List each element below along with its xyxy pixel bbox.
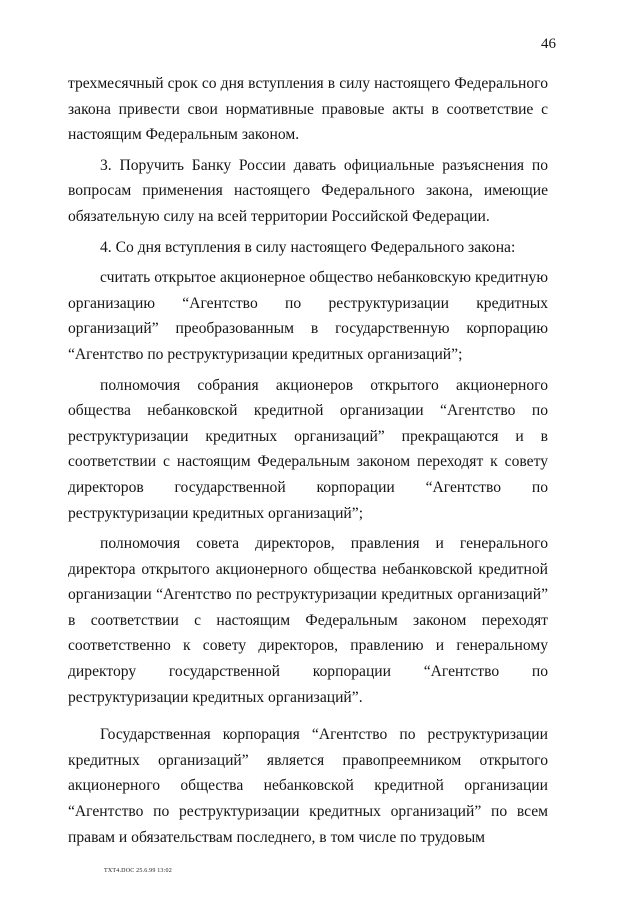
document-footer-code: TXT4.DOC 25.6.99 13:02 xyxy=(104,868,172,874)
document-body xyxy=(68,71,548,850)
paragraph-item-3: 3. Поручить Банку России давать официальные разъяснения по вопросам применения настоящего Федерального закона, имеющие обязательную силу на всей территории Российской Федерации. xyxy=(68,156,548,225)
page-number: 46 xyxy=(541,36,556,52)
paragraph-shareholders-powers: полномочия собрания акционеров открытого акционерного общества небанковской кредитной организации “Агентство по реструктуризации кредитных организаций” прекращаются и в соответствии с настоящим Федеральным законом переходят к совету директоров государственной корпорации “Агентство по реструктуризации кредитных организаций”; xyxy=(68,376,548,522)
paragraph-reorganization: считать открытое акционерное общество небанковскую кредитную организацию “Агентство по реструктуризации кредитных организаций” преобразованным в государственную корпорацию “Агентство по реструктуризации кредитных организаций”; xyxy=(68,269,548,363)
paragraph-legal-successor: Государственная корпорация “Агентство по реструктуризации кредитных организаций” является правопреемником открытого акционерного общества небанковской кредитной организации “Агентство по реструктуризации кредитных организаций” по всем правам и обязательствам последнего, в том числе по трудовым xyxy=(68,726,548,846)
paragraph-board-powers: полномочия совета директоров, правления и генерального директора открытого акционерного общества небанковской кредитной организации “Агентство по реструктуризации кредитных организаций” в соответствии с настоящим Федеральным законом переходят соответственно к совету директоров, правлению и генеральному директору государственной корпорации “Агентство по реструктуризации кредитных организаций”. xyxy=(68,535,548,706)
paragraph-item-4: 4. Со дня вступления в силу настоящего Федерального закона: xyxy=(100,238,516,256)
paragraph-continuation: трехмесячный срок со дня вступления в силу настоящего Федерального закона привести свои нормативные правовые акты в соответствие с настоящим Федеральным законом. xyxy=(68,75,548,144)
